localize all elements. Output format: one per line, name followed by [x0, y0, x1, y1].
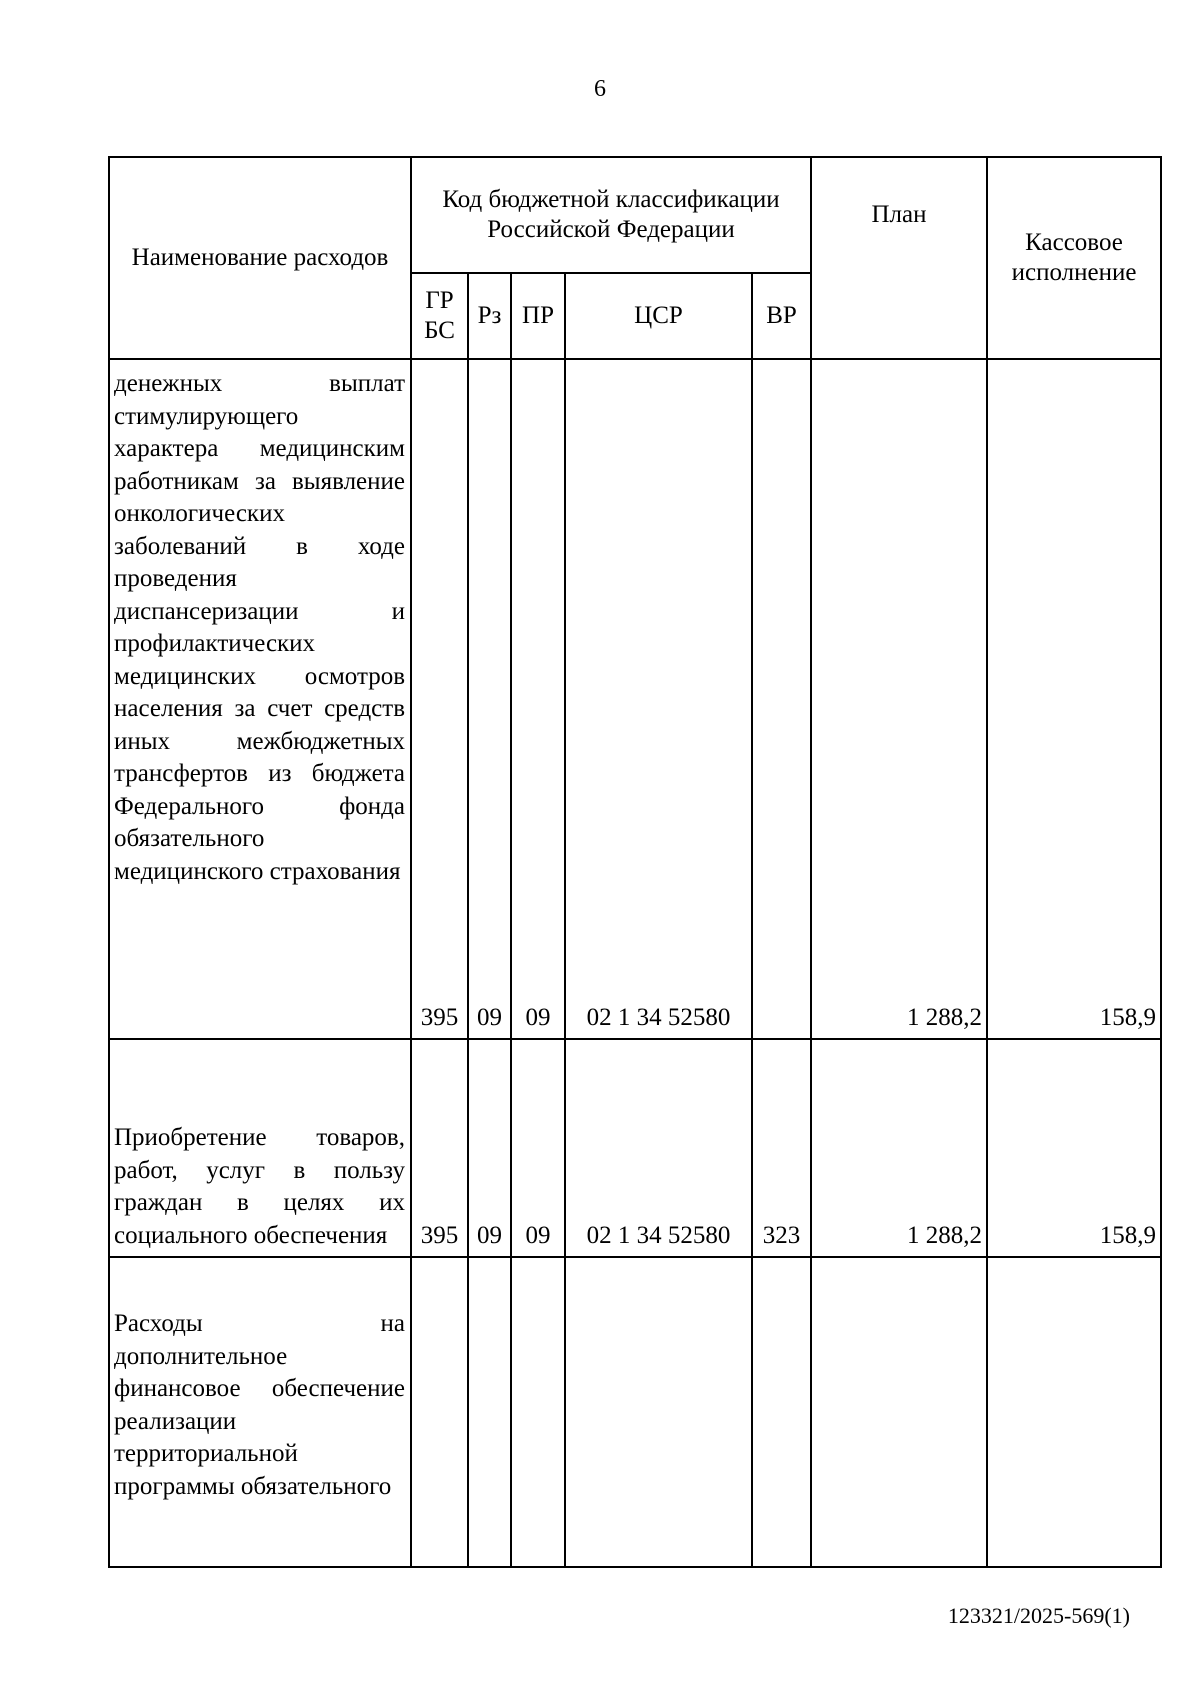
header-grbs: ГР БС	[411, 273, 468, 359]
row-grbs	[411, 1257, 468, 1567]
row-grbs: 395	[411, 359, 468, 1039]
row-execution: 158,9	[987, 359, 1161, 1039]
header-pr: ПР	[511, 273, 565, 359]
row-vr	[752, 1257, 811, 1567]
table-row	[109, 1039, 1161, 1257]
row-plan: 1 288,2	[811, 1039, 987, 1257]
table-row	[109, 1257, 1161, 1567]
row-rz	[468, 1257, 511, 1567]
table-row	[109, 359, 1161, 1039]
row-rz: 09	[468, 359, 511, 1039]
row-pr	[511, 1257, 565, 1567]
document-code: 123321/2025-569(1)	[947, 1603, 1130, 1628]
header-vr: ВР	[752, 273, 811, 359]
row-execution	[987, 1257, 1161, 1567]
header-csr: ЦСР	[565, 273, 752, 359]
row-csr: 02 1 34 52580	[565, 359, 752, 1039]
row-vr: 323	[752, 1039, 811, 1257]
header-row-1	[109, 157, 1161, 273]
row-csr: 02 1 34 52580	[565, 1039, 752, 1257]
row-csr	[565, 1257, 752, 1567]
row-vr	[752, 359, 811, 1039]
row-rz: 09	[468, 1039, 511, 1257]
row-pr: 09	[511, 359, 565, 1039]
row-plan	[811, 1257, 987, 1567]
row-name: Приобретение товаров, работ, услуг в пользу граждан в целях их социального обеспечения	[109, 1039, 411, 1257]
header-execution: Кассовое исполнение	[987, 157, 1161, 359]
row-name: денежных выплат стимулирующего характера медицинским работникам за выявление онкологических заболеваний в ходе проведения диспансеризации и профилактических медицинских осмотров населения за счет средств иных межбюджетных трансфертов из бюджета Федерального фонда обязательного медицинского страхования	[109, 359, 411, 1039]
budget-table	[108, 156, 1162, 1568]
row-pr: 09	[511, 1039, 565, 1257]
row-name: Расходы на дополнительное финансовое обеспечение реализации территориальной программы обязательного	[109, 1257, 411, 1567]
row-plan: 1 288,2	[811, 359, 987, 1039]
row-execution: 158,9	[987, 1039, 1161, 1257]
header-rz: Рз	[468, 273, 511, 359]
header-plan: План	[811, 157, 987, 359]
header-name: Наименование расходов	[109, 157, 411, 359]
row-grbs: 395	[411, 1039, 468, 1257]
header-code-group: Код бюджетной классификации Российской Федерации	[411, 157, 811, 273]
page-number: 6	[594, 76, 606, 102]
